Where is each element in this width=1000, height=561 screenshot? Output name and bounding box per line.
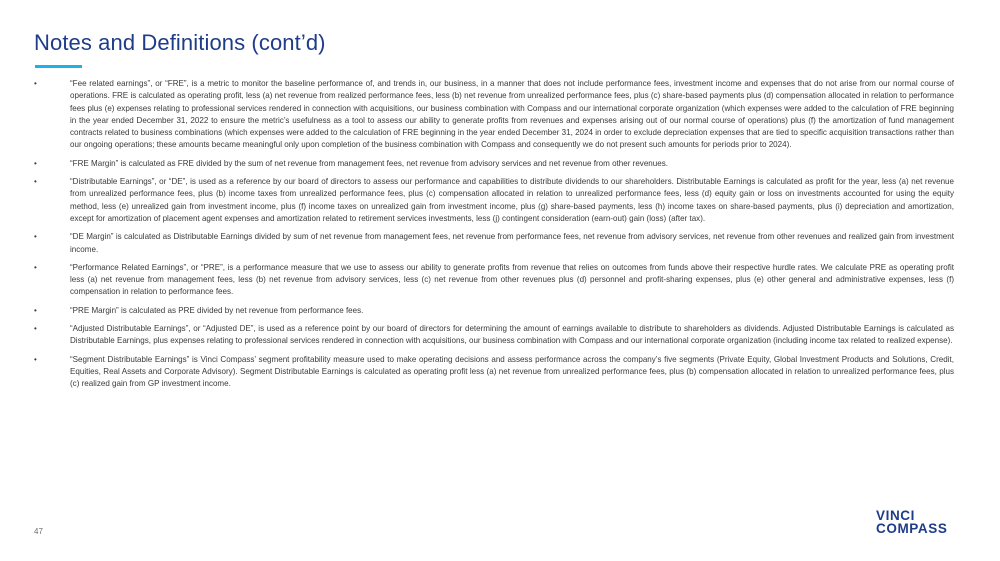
bullet-icon: • (34, 262, 37, 272)
definition-text: “Segment Distributable Earnings” is Vinci Compass’ segment profitability measure used to make operating decisions and assess performance across the company’s five segments (Private Equity, Global Investment Products and Solutions, Credit, Equities, Real Assets and Corporate Advisory). Segment Distributable Earnings is calculated as operating profit less (a) net revenue from unrealized performance fees, plus (b) compensation allocated in relation to unrealized performance fees, plus (c) realized gain from GP investment income. (70, 354, 954, 389)
definition-text: “DE Margin” is calculated as Distributable Earnings divided by sum of net revenue from management fees, net revenue from performance fees, net revenue from advisory services, net revenue from other revenues and realized gain from investment income. (70, 232, 954, 254)
bullet-icon: • (34, 354, 37, 364)
logo-line-2: COMPASS (876, 521, 948, 536)
list-item (34, 305, 954, 317)
list-item (34, 262, 954, 299)
page-title: Notes and Definitions (cont’d) (34, 30, 326, 55)
definition-text: “PRE Margin” is calculated as PRE divided by net revenue from performance fees. (70, 305, 364, 315)
company-logo (876, 509, 947, 535)
list-item (34, 176, 954, 225)
bullet-icon: • (34, 232, 37, 242)
list-item (34, 158, 954, 170)
title-underline (35, 65, 82, 68)
bullet-icon: • (34, 324, 37, 334)
list-item (34, 231, 954, 256)
page-number: 47 (34, 527, 43, 536)
bullet-icon: • (34, 177, 37, 187)
list-item (34, 323, 954, 348)
definitions-list (34, 78, 954, 397)
definition-text: “Distributable Earnings”, or “DE”, is used as a reference by our board of directors to assess our performance and capabilities to distribute dividends to our shareholders. Distributable Earnings is calculated as profit for the year, less (a) net revenue from unrealized performance fees, plus (b) income taxes from unrealized performance fees, plus (c) compensation allocated in relation to unrealized performance fees, less (d) equity gain or loss on investments accounted for using the equity method, less (e) unrealized gain from investment income, plus (f) income taxes on unrealized gain from investment income, plus (g) share-based payments, less (h) income taxes on share-based payments, plus (i) depreciation and amortization, except for amortization of placement agent expenses and amortization related to retirement services investments, less (j) contingent consideration (earn-out) gain (loss) (after tax). (70, 177, 954, 223)
definition-text: “Fee related earnings”, or “FRE”, is a metric to monitor the baseline performance of, and trends in, our business, in a manner that does not include performance fees, investment income and expenses that do not arise from our normal course of operations. FRE is calculated as operating profit, less (a) net revenue from realized performance fees, less (b) net revenue from unrealized performance fees, plus (c) share-based payments plus (d) compensation allocated in relation to performance fees plus (e) expenses relating to professional services rendered in connection with acquisitions, our business combination with Compass and our international corporate organization (which expenses were added to the calculation of FRE beginning in the year ended December 31, 2022 to ensure the metric’s usefulness as a tool to assess our ability to generate profits from revenues and expenses arising out of our normal course of operations) plus (f) the amortization of fund management contracts related to business combinations (which expenses were added to the calculation of FRE beginning in the year ended December 31, 2024 in order to exclude depreciation expenses that are tied to specific acquisition transactions rather than our ongoing operations; these amounts became meaningful only upon completion of the business combination with Compass and consequently we do not present such amounts for periods prior to 2024). (70, 79, 954, 150)
list-item (34, 354, 954, 391)
definition-text: “Performance Related Earnings”, or “PRE”, is a performance measure that we use to assess our ability to generate profits from revenue that relies on outcomes from funds above their respective hurdle rates. We calculate PRE as operating profit less (a) net revenue from management fees, less (b) net revenue from advisory services, less (c) net revenue from other revenues plus (d) personnel and profit-sharing expenses, plus (e) other general and administrative expenses, less (f) compensation in relation to performance fees. (70, 262, 954, 297)
logo-line-1: VINCI (876, 508, 916, 523)
bullet-icon: • (34, 305, 37, 315)
definition-text: “FRE Margin” is calculated as FRE divided by the sum of net revenue from management fees, net revenue from advisory services and net revenue from other revenues. (70, 158, 668, 168)
bullet-icon: • (34, 79, 37, 88)
list-item (34, 78, 954, 152)
definition-text: “Adjusted Distributable Earnings”, or “Adjusted DE”, is used as a reference point by our board of directors for determining the amount of earnings available to distribute to shareholders as dividends. Adjusted Distributable Earnings is calculated as Distributable Earnings, plus expenses relating to professional services rendered in connection with acquisitions, our business combination with Compass and our international corporate organization (including income tax related to realized expense). (70, 324, 954, 346)
bullet-icon: • (34, 158, 37, 168)
